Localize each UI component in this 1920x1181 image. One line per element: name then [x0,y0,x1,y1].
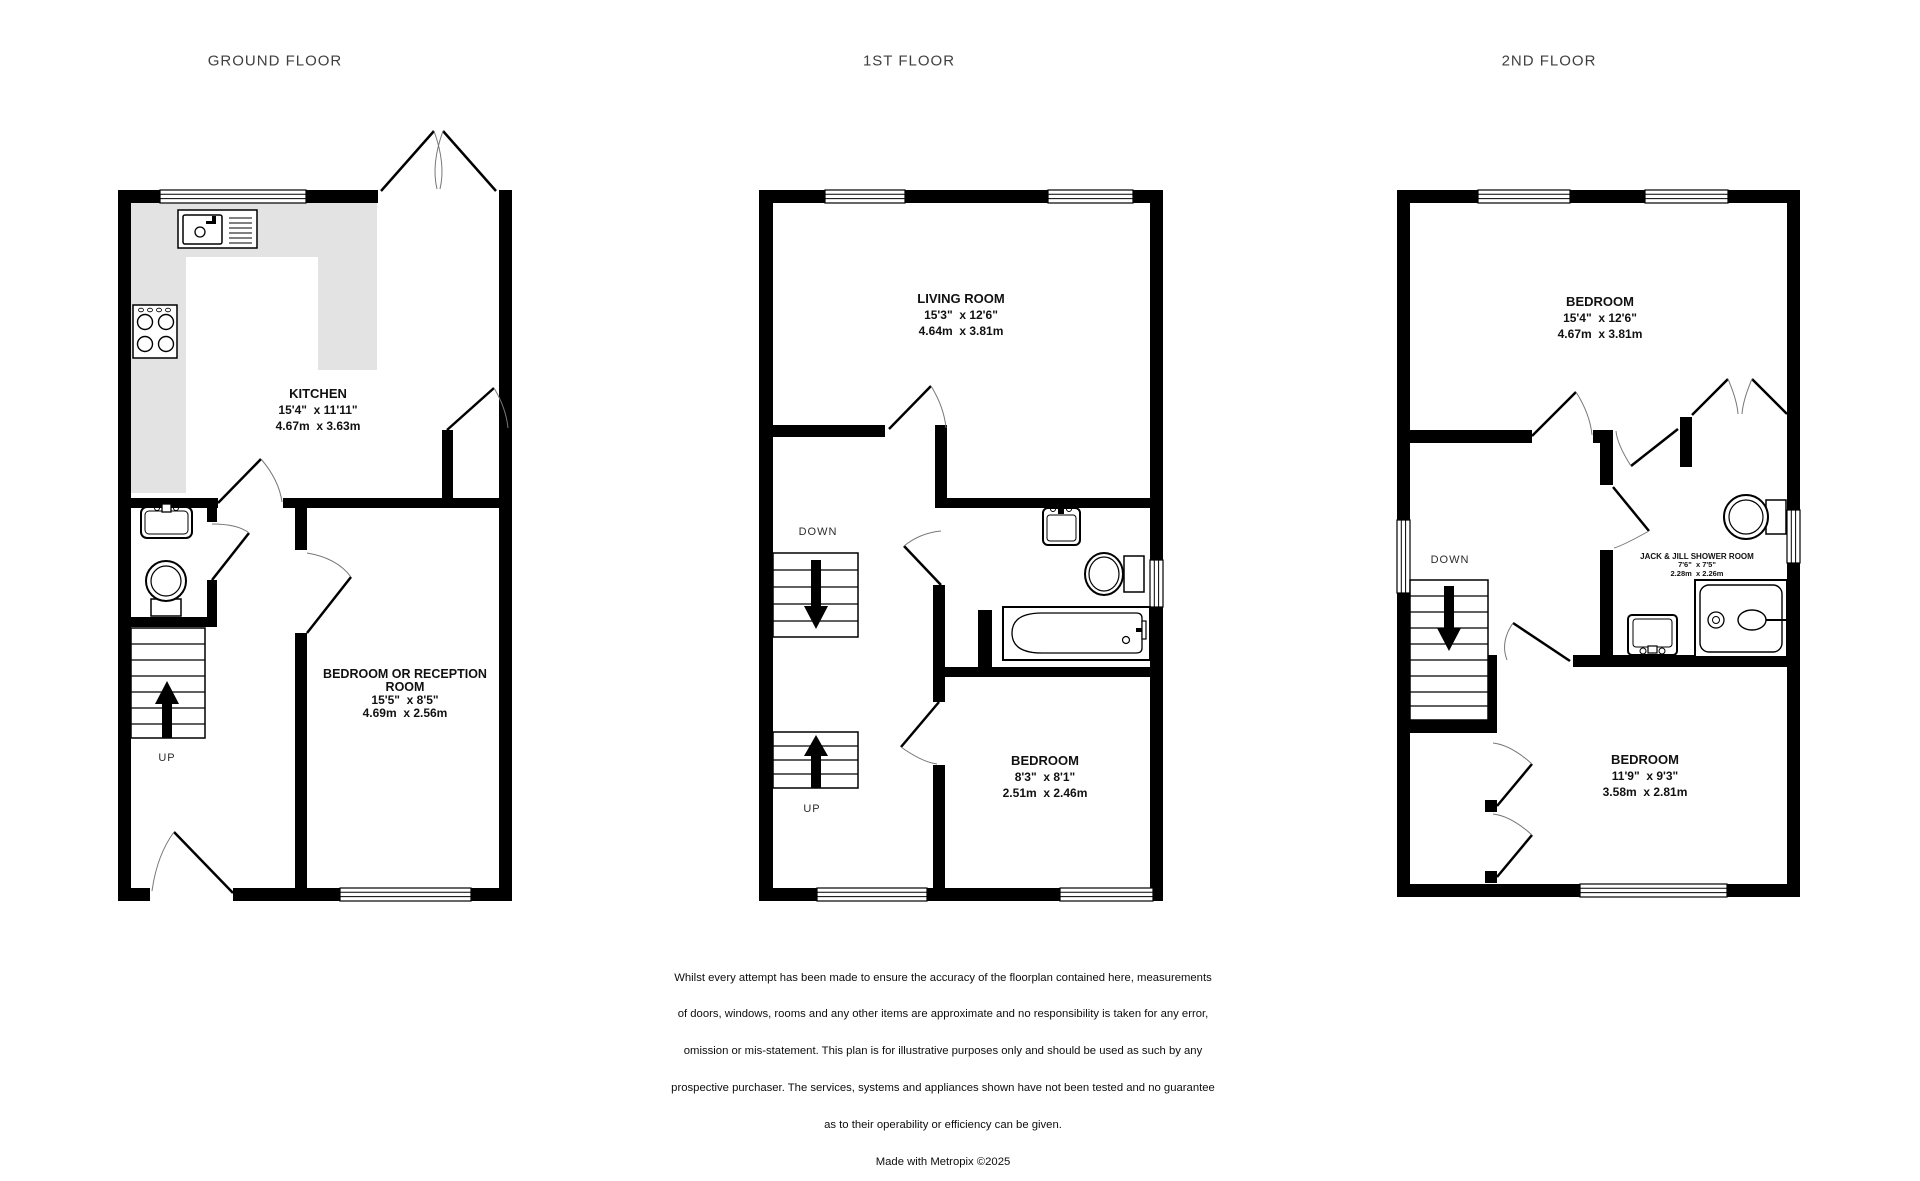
disclaimer-line: prospective purchaser. The services, systems and appliances shown have not been tested and no guarantee [671,1082,1215,1095]
room-name: BEDROOM [1611,752,1679,767]
room-size-metric: 4.67m x 3.81m [1557,327,1643,341]
living-room-door [889,386,946,429]
room-size-imperial: 8'3" x 8'1" [1014,770,1076,784]
second-floor-back-bedroom-label [1603,752,1688,800]
hob-icon [133,305,177,358]
room-size-imperial: 15'3" x 12'6" [924,308,998,322]
stairs-up-icon [131,628,205,738]
closet-doors [1493,743,1532,877]
first-floor-title: 1ST FLOOR [862,52,956,70]
french-doors [381,131,496,191]
shower-toilet-icon [1724,495,1786,539]
kitchen-sink-icon [178,210,257,248]
ground-floor-plan [118,131,512,901]
room-size-metric: 3.58m x 2.81m [1602,785,1688,799]
wc-door [212,524,249,580]
room-name: BEDROOM OR RECEPTION ROOM [323,667,487,694]
front-bedroom-door [1532,392,1592,436]
disclaimer-line: of doors, windows, rooms and any other items are approximate and no responsibility is taken for any error, [677,1008,1209,1021]
bathroom-door [904,531,941,585]
lobby-door [1616,429,1678,466]
first-floor-bedroom-label [1003,753,1088,801]
shower-basin-icon [1628,615,1677,655]
wc-toilet-icon [146,561,186,616]
bathroom-toilet-icon [1085,553,1144,595]
living-room-label [917,291,1004,339]
disclaimer-line: Whilst every attempt has been made to ensure the accuracy of the floorplan contained here, measurements [674,971,1212,984]
room-size-imperial: 11'9" x 9'3" [1611,769,1679,783]
disclaimer-line: as to their operability or efficiency can be given. [824,1119,1062,1132]
room-size-metric: 4.69m x 2.56m [362,706,448,720]
room-name: BEDROOM [1566,294,1634,309]
bathtub-icon [1003,607,1150,660]
shower-room-label [1622,552,1772,578]
room-name: BEDROOM [1011,753,1079,768]
kitchen-door [218,459,282,503]
room-size-metric: 2.28m x 2.26m [1670,568,1724,578]
reception-room-door [307,553,351,633]
room-name: KITCHEN [289,386,347,401]
stairs-up-icon [773,732,858,788]
bathroom-basin-icon [1043,505,1080,545]
disclaimer-text [671,947,1215,1181]
room-name: JACK & JILL SHOWER ROOM [1640,552,1754,561]
stairs-up-label: UP [803,803,821,815]
room-name: LIVING ROOM [917,291,1005,306]
double-doors [1692,379,1787,415]
room-size-metric: 4.67m x 3.63m [275,419,361,433]
stairs-up-label: UP [158,752,176,764]
ground-floor-title: GROUND FLOOR [207,52,343,70]
room-size-metric: 4.64m x 3.81m [918,324,1004,338]
room-size-imperial: 15'4" x 12'6" [1563,311,1637,325]
stairs-down-label: DOWN [798,526,838,538]
stairs-down-icon [1410,580,1488,720]
shower-room-door [1613,487,1649,548]
bedroom-door [901,702,939,764]
room-size-imperial: 15'5" x 8'5" [371,693,439,707]
room-size-imperial: 15'4" x 11'11" [278,403,358,417]
shower-icon [1695,580,1787,657]
room-size-metric: 2.51m x 2.46m [1002,786,1088,800]
second-floor-front-bedroom-label [1558,294,1643,342]
metropix-credit: Made with Metropix ©2025 [875,1156,1011,1169]
second-floor-title: 2ND FLOOR [1501,52,1597,70]
stairs-down-label: DOWN [1430,554,1470,566]
kitchen-label [276,386,361,434]
window [160,190,471,901]
hallway-door [447,388,508,430]
stairs-down-icon [773,553,858,637]
disclaimer-line: omission or mis-statement. This plan is for illustrative purposes only and should be used as such by any [683,1045,1203,1058]
room-size-imperial: 7'6" x 7'5" [1678,560,1716,569]
back-bedroom-door [1505,623,1570,661]
bedroom-reception-label [305,668,505,720]
wc-basin-icon [141,504,192,538]
front-door [152,832,233,893]
